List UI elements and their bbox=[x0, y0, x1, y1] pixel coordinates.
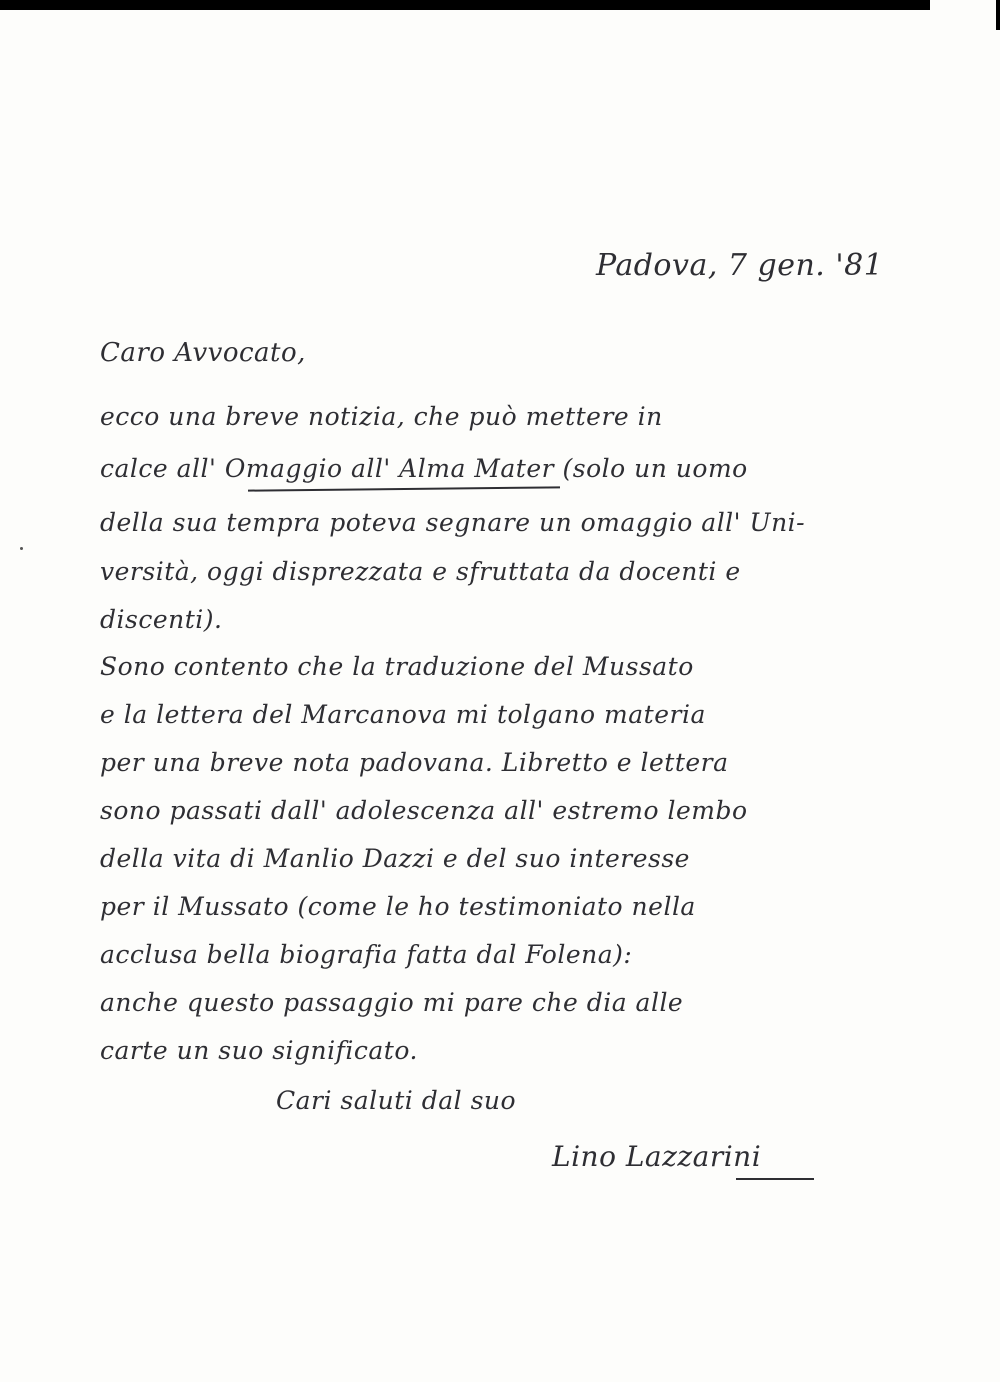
letter-line-7: e la lettera del Marcanova mi tolgano materia bbox=[100, 700, 706, 729]
letter-line-12: acclusa bella biografia fatta dal Folena): bbox=[100, 940, 633, 969]
letter-line-9: sono passati dall' adolescenza all' estremo lembo bbox=[100, 796, 748, 825]
scan-border-top bbox=[0, 0, 930, 10]
letter-line-13: anche questo passaggio mi pare che dia alle bbox=[100, 988, 684, 1017]
letter-signature: Lino Lazzarini bbox=[552, 1140, 762, 1173]
letter-date: Padova, 7 gen. '81 bbox=[596, 248, 884, 283]
letter-line-4: versità, oggi disprezzata e sfruttata da docenti e bbox=[100, 557, 741, 586]
paper-speck bbox=[20, 547, 23, 550]
letter-line-10: della vita di Manlio Dazzi e del suo interesse bbox=[100, 844, 690, 873]
scan-border-right bbox=[996, 0, 1000, 30]
letter-line-14: carte un suo significato. bbox=[100, 1036, 418, 1065]
letter-line-8: per una breve nota padovana. Libretto e lettera bbox=[100, 748, 729, 777]
letter-line-2: calce all' Omaggio all' Alma Mater (solo un uomo bbox=[100, 454, 748, 483]
letter-closing: Cari saluti dal suo bbox=[276, 1086, 517, 1115]
letter-line-3: della sua tempra poteva segnare un omaggio all' Uni- bbox=[100, 508, 806, 537]
letter-line-6: Sono contento che la traduzione del Mussato bbox=[100, 652, 694, 681]
letter-salutation: Caro Avvocato, bbox=[100, 338, 306, 368]
letter-line-1: ecco una breve notizia, che può mettere in bbox=[100, 402, 663, 431]
letter-line-11: per il Mussato (come le ho testimoniato nella bbox=[100, 892, 696, 921]
letter-line-5: discenti). bbox=[100, 605, 223, 634]
title-underline bbox=[248, 486, 560, 491]
signature-flourish bbox=[736, 1178, 814, 1180]
